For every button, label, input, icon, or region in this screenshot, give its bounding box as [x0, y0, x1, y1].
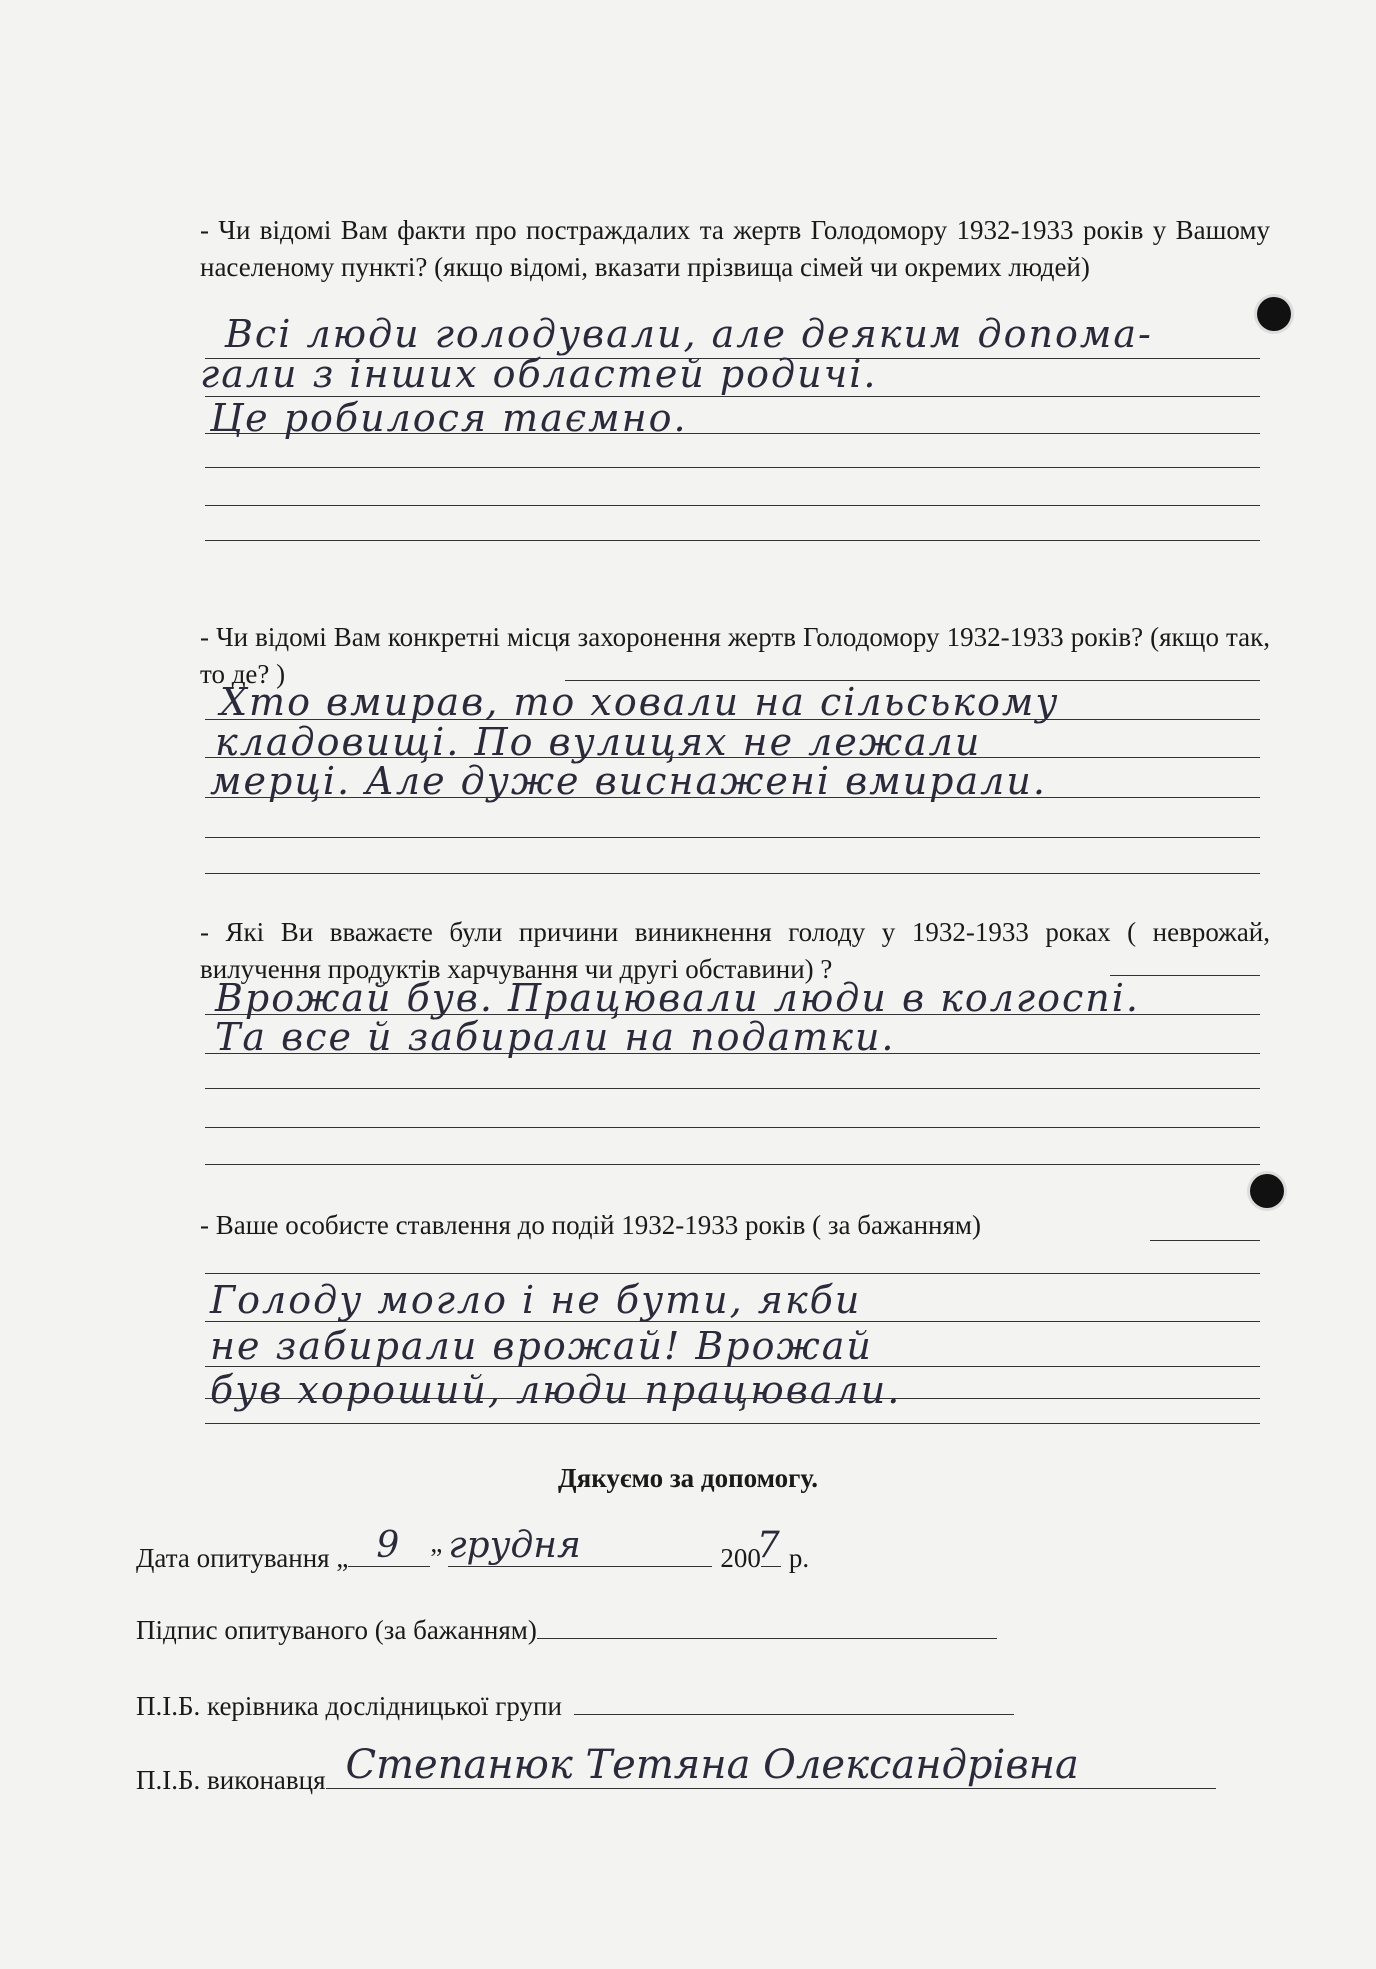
question-1: - Чи відомі Вам факти про постраждалих та жертв Голодомору 1932-1933 років у Вашому населеному пункті? (якщо відомі, вказати прізвища сімей чи окремих людей)	[200, 215, 1270, 282]
date-suffix: р.	[788, 1543, 810, 1573]
leader-blank	[574, 1688, 1014, 1715]
answer-2	[205, 680, 1260, 880]
question-2: - Чи відомі Вам конкретні місця захоронення жертв Голодомору 1932-1933 років? (якщо так, то де? )	[200, 622, 1270, 689]
thanks-text: Дякуємо за допомогу.	[558, 1463, 818, 1493]
answer-1	[200, 312, 1260, 546]
signature-blank	[537, 1612, 997, 1639]
date-day: 9	[376, 1525, 400, 1566]
signature-label: Підпис опитуваного (за бажанням)	[136, 1615, 537, 1645]
answer-3-line-1: Врожай був. Працювали люди в колгоспі.	[215, 976, 1140, 1020]
answer-2-line-2: кладовищі. По вулицях не лежали	[215, 720, 982, 764]
answer-3-line-2: Та все й забирали на податки.	[215, 1015, 896, 1059]
date-month: грудня	[448, 1525, 581, 1566]
date-year-digit: 7	[756, 1525, 780, 1566]
performer-label: П.І.Б. виконавця	[136, 1765, 326, 1795]
answer-1-line-3: Це робилося таємно.	[210, 396, 688, 440]
performer-name: Степанюк Тетяна Олександрівна	[345, 1742, 1079, 1788]
performer-field	[136, 1742, 1216, 1796]
performer-blank	[326, 1742, 1216, 1789]
leader-label: П.І.Б. керівника дослідницької групи	[136, 1691, 562, 1721]
date-year-prefix: 200	[720, 1543, 761, 1573]
leader-field	[136, 1688, 1014, 1722]
question-4: - Ваше особисте ставлення до подій 1932-1933 років ( за бажанням)	[200, 1210, 981, 1240]
date-year-blank	[756, 1525, 781, 1567]
date-day-blank	[348, 1525, 430, 1567]
answer-4-line-3: був хороший, люди працювали.	[210, 1368, 902, 1412]
answer-4	[205, 1240, 1260, 1430]
punch-hole-top	[1257, 297, 1291, 331]
date-month-blank	[448, 1525, 712, 1567]
date-field	[136, 1525, 810, 1574]
answer-4-line-1: Голоду могло і не бути, якби	[210, 1278, 862, 1322]
question-3: - Які Ви вважаєте були причини виникнення голоду у 1932-1933 роках ( неврожай, вилучення продуктів харчування чи другі обставини) ?	[200, 917, 1270, 984]
answer-1-line-2: гали з інших областей родичі.	[200, 352, 878, 396]
punch-hole-bottom	[1250, 1174, 1284, 1208]
signature-field	[136, 1612, 997, 1646]
answer-3	[205, 975, 1260, 1175]
answer-4-line-2: не забирали врожай! Врожай	[210, 1324, 873, 1368]
answer-2-line-1: Хто вмирав, то ховали на сільському	[220, 680, 1060, 724]
answer-1-line-1: Всі люди голодували, але деяким допома-	[225, 312, 1153, 356]
date-label: Дата опитування „	[136, 1543, 349, 1573]
date-mid: ”	[430, 1543, 443, 1573]
answer-2-line-3: мерці. Але дуже виснажені вмирали.	[210, 759, 1047, 803]
